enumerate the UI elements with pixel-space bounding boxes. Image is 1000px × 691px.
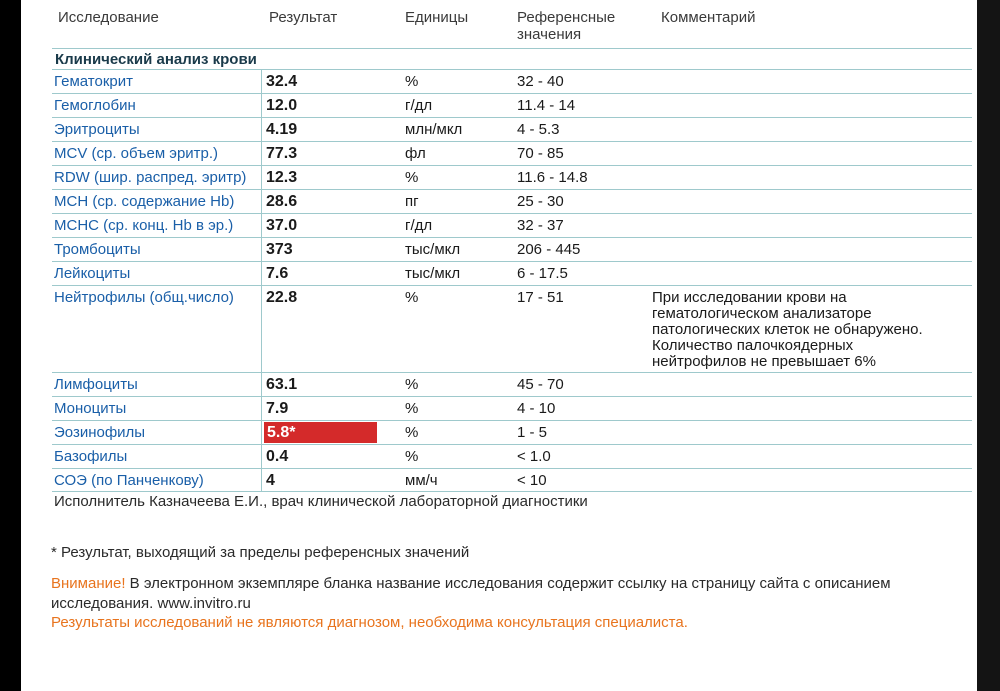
test-name-link[interactable]: Гематокрит	[52, 70, 262, 93]
table-row	[52, 141, 972, 165]
notice	[51, 574, 961, 614]
result-comment	[652, 290, 962, 370]
reference-range: < 10	[517, 472, 547, 489]
result-units: пг	[405, 193, 419, 210]
reference-range: 6 - 17.5	[517, 265, 568, 282]
table-row	[52, 444, 972, 468]
notice-warning: Внимание!	[51, 575, 126, 592]
result-value: 12.0	[266, 97, 298, 114]
result-value: 22.8	[266, 289, 298, 306]
table-row	[52, 189, 972, 213]
result-units: млн/мкл	[405, 121, 463, 138]
notice-text-line1: В электронном экземпляре бланка название исследования содержит ссылку на страницу сайта с описанием	[125, 575, 891, 592]
table-row	[52, 69, 972, 93]
result-value-flagged: 5.8*	[264, 422, 377, 443]
results-table	[52, 69, 972, 492]
test-name-link[interactable]: Моноциты	[52, 397, 262, 420]
reference-range: 11.6 - 14.8	[517, 169, 588, 186]
comment-line: нейтрофилов не превышает 6%	[652, 353, 876, 370]
result-value: 12.3	[266, 169, 298, 186]
table-row	[52, 213, 972, 237]
table-row	[52, 420, 972, 444]
reference-range: 206 - 445	[517, 241, 581, 258]
result-units: тыс/мкл	[405, 241, 461, 258]
result-value: 32.4	[266, 73, 298, 90]
header-result: Результат	[269, 9, 338, 26]
table-row	[52, 93, 972, 117]
result-value: 7.9	[266, 400, 289, 417]
executor-signature: Исполнитель Казначеева Е.И., врач клинической лабораторной диагностики	[54, 493, 588, 510]
result-units: %	[405, 376, 419, 393]
result-units: %	[405, 424, 419, 441]
result-units: %	[405, 448, 419, 465]
result-units: фл	[405, 145, 426, 162]
reference-range: 4 - 5.3	[517, 121, 560, 138]
result-units: %	[405, 73, 419, 90]
disclaimer: Результаты исследований не являются диагнозом, необходима консультация специалиста.	[51, 614, 688, 631]
test-name-link[interactable]: Тромбоциты	[52, 238, 262, 261]
table-row	[52, 372, 972, 396]
header-reference-line2: значения	[517, 26, 582, 43]
notice-text-line2[interactable]: исследования. www.invitro.ru	[51, 595, 251, 612]
result-value: 373	[266, 241, 293, 258]
result-units: мм/ч	[405, 472, 438, 489]
lab-report-sheet	[21, 0, 977, 691]
test-name-link[interactable]: Лейкоциты	[52, 262, 262, 285]
reference-range: 1 - 5	[517, 424, 548, 441]
comment-line: Количество палочкоядерных	[652, 337, 854, 354]
section-title: Клинический анализ крови	[52, 48, 972, 70]
result-value: 7.6	[266, 265, 289, 282]
result-units: %	[405, 289, 419, 306]
result-units: %	[405, 169, 419, 186]
test-name-link[interactable]: MCH (ср. содержание Hb)	[52, 190, 262, 213]
result-value: 28.6	[266, 193, 298, 210]
result-units: г/дл	[405, 97, 433, 114]
window-edge	[977, 0, 1000, 691]
test-name-link[interactable]: Базофилы	[52, 445, 262, 468]
result-units: тыс/мкл	[405, 265, 461, 282]
reference-range: 4 - 10	[517, 400, 556, 417]
test-name-link[interactable]: Гемоглобин	[52, 94, 262, 117]
result-value: 63.1	[266, 376, 298, 393]
comment-line: патологических клеток не обнаружено.	[652, 321, 923, 338]
footnote: * Результат, выходящий за пределы референсных значений	[51, 544, 470, 561]
table-row	[52, 396, 972, 420]
reference-range: 11.4 - 14	[517, 97, 576, 114]
reference-range: 25 - 30	[517, 193, 564, 210]
reference-range: 32 - 37	[517, 217, 564, 234]
test-name-link[interactable]: Эозинофилы	[52, 421, 262, 444]
result-value: 0.4	[266, 448, 289, 465]
table-header	[21, 9, 977, 45]
table-row	[52, 117, 972, 141]
table-row	[52, 237, 972, 261]
header-test-name: Исследование	[58, 9, 159, 26]
test-name-link[interactable]: Эритроциты	[52, 118, 262, 141]
reference-range: 17 - 51	[517, 289, 564, 306]
comment-line: При исследовании крови на	[652, 289, 847, 306]
reference-range: 70 - 85	[517, 145, 564, 162]
test-name-link[interactable]: Лимфоциты	[52, 373, 262, 396]
result-value: 4.19	[266, 121, 298, 138]
header-comment: Комментарий	[661, 9, 756, 26]
header-reference	[517, 9, 637, 43]
reference-range: 32 - 40	[517, 73, 564, 90]
test-name-link[interactable]: RDW (шир. распред. эритр)	[52, 166, 262, 189]
test-name-link[interactable]: MCV (ср. объем эритр.)	[52, 142, 262, 165]
result-units: г/дл	[405, 217, 433, 234]
header-units: Единицы	[405, 9, 469, 26]
comment-line: гематологическом анализаторе	[652, 305, 872, 322]
result-units: %	[405, 400, 419, 417]
reference-range: < 1.0	[517, 448, 551, 465]
test-name-link[interactable]: СОЭ (по Панченкову)	[52, 469, 262, 491]
table-row	[52, 165, 972, 189]
result-value: 37.0	[266, 217, 298, 234]
result-value: 77.3	[266, 145, 298, 162]
table-row	[52, 285, 972, 372]
result-value: 4	[266, 472, 275, 489]
test-name-link[interactable]: Нейтрофилы (общ.число)	[52, 286, 262, 372]
table-row	[52, 468, 972, 492]
reference-range: 45 - 70	[517, 376, 564, 393]
header-reference-line1: Референсные	[517, 9, 616, 26]
test-name-link[interactable]: MCHC (ср. конц. Hb в эр.)	[52, 214, 262, 237]
table-row	[52, 261, 972, 285]
